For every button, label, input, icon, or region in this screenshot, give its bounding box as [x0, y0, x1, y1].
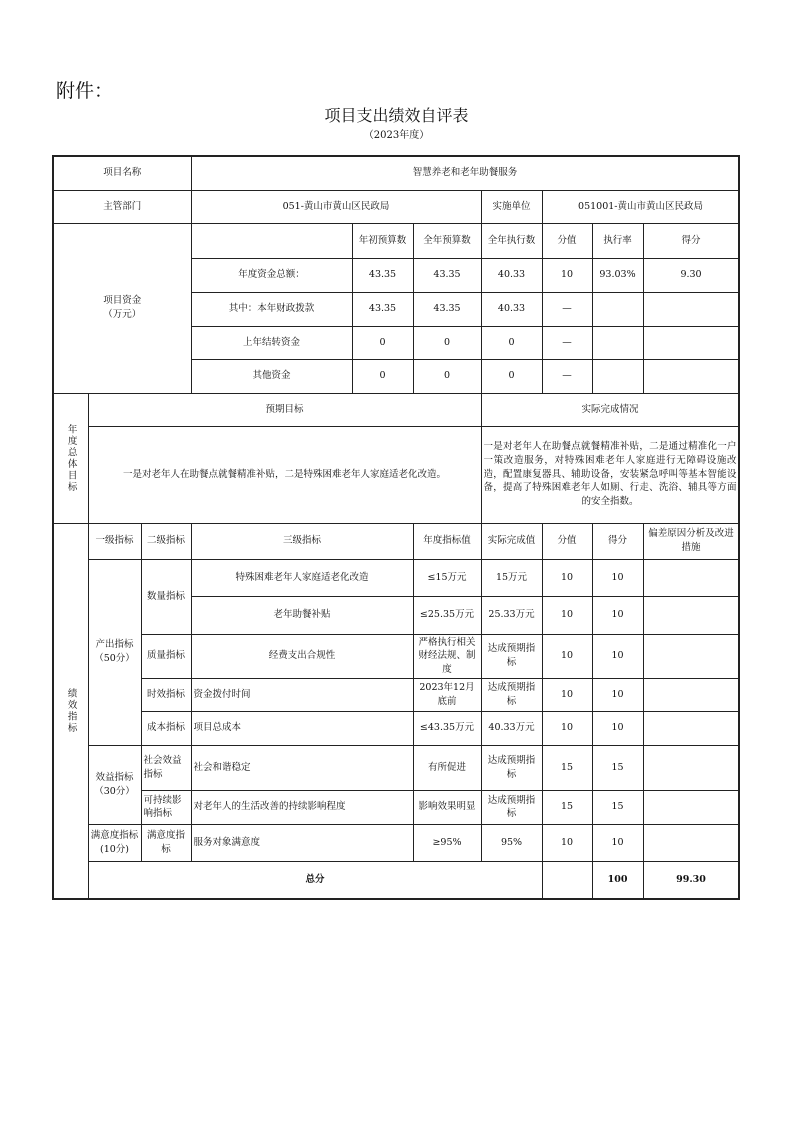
l3-cell: 资金拨付时间 — [191, 678, 413, 711]
evaluation-table — [52, 155, 740, 900]
cell: ≥95% — [413, 824, 481, 861]
header-cell: 全年执行数 — [481, 223, 542, 258]
cell: 10 — [542, 711, 592, 745]
cell: — — [542, 326, 592, 359]
cell: 0 — [481, 326, 542, 359]
cell — [643, 596, 739, 634]
project-name: 智慧养老和老年助餐服务 — [191, 156, 739, 190]
header-cell: 三级指标 — [191, 523, 413, 559]
cell: 10 — [592, 559, 643, 596]
funds-label — [53, 223, 191, 393]
cell: 25.33万元 — [481, 596, 542, 634]
cell: 10 — [542, 824, 592, 861]
cell: 10 — [592, 678, 643, 711]
l2-cell: 社会效益指标 — [141, 745, 191, 790]
cell — [643, 678, 739, 711]
cell: 10 — [542, 559, 592, 596]
l3-cell: 项目总成本 — [191, 711, 413, 745]
cell: — — [542, 359, 592, 393]
funds-label-text: 项目资金 — [103, 295, 142, 307]
l1-cell: 产出指标（50分） — [88, 559, 141, 745]
header-cell: 实际完成情况 — [481, 393, 739, 426]
cell: 2023年12月底前 — [413, 678, 481, 711]
cell: 10 — [542, 258, 592, 292]
impl-value: 051001-黄山市黄山区民政局 — [542, 190, 739, 223]
cell — [592, 292, 643, 326]
l2-cell: 时效指标 — [141, 678, 191, 711]
perf-row — [53, 790, 739, 824]
goals-header-row — [53, 393, 739, 426]
cell: 10 — [592, 824, 643, 861]
fund-name: 上年结转资金 — [191, 326, 352, 359]
cell — [643, 745, 739, 790]
header-cell: 实际完成值 — [481, 523, 542, 559]
funds-header-row — [53, 223, 739, 258]
cell: 15 — [542, 745, 592, 790]
perf-row — [53, 711, 739, 745]
perf-row — [53, 678, 739, 711]
perf-header-row — [53, 523, 739, 559]
total-got: 99.30 — [643, 861, 739, 899]
l3-cell: 社会和谐稳定 — [191, 745, 413, 790]
cell — [643, 634, 739, 678]
cell: 10 — [592, 596, 643, 634]
cell: 影响效果明显 — [413, 790, 481, 824]
l1-cell: 效益指标（30分） — [88, 745, 141, 824]
cell: 95% — [481, 824, 542, 861]
total-label: 总分 — [88, 861, 542, 899]
header-cell: 预期目标 — [88, 393, 481, 426]
cell — [643, 711, 739, 745]
page-title: 项目支出绩效自评表 — [324, 106, 469, 125]
dept-row — [53, 190, 739, 223]
cell — [592, 359, 643, 393]
l3-cell: 老年助餐补贴 — [191, 596, 413, 634]
cell: 10 — [542, 634, 592, 678]
header-cell: 分值 — [542, 223, 592, 258]
header-cell: 年初预算数 — [352, 223, 413, 258]
cell: 43.35 — [413, 292, 481, 326]
blank-cell — [191, 223, 352, 258]
cell: 93.03% — [592, 258, 643, 292]
perf-row — [53, 559, 739, 596]
cell: — — [542, 292, 592, 326]
project-name-row — [53, 156, 739, 190]
cell: 0 — [352, 326, 413, 359]
cell: 有所促进 — [413, 745, 481, 790]
cell: 0 — [413, 359, 481, 393]
header-cell: 得分 — [592, 523, 643, 559]
l3-cell: 特殊困难老年人家庭适老化改造 — [191, 559, 413, 596]
header-cell: 二级指标 — [141, 523, 191, 559]
l2-cell: 可持续影响指标 — [141, 790, 191, 824]
perf-label: 绩效指标 — [53, 523, 88, 899]
cell — [643, 790, 739, 824]
cell — [542, 861, 592, 899]
year-subtitle: （2023年度） — [363, 130, 430, 141]
cell: 严格执行相关财经法规、制度 — [413, 634, 481, 678]
cell: 40.33 — [481, 292, 542, 326]
header-cell: 分值 — [542, 523, 592, 559]
cell: 达成预期指标 — [481, 678, 542, 711]
perf-row — [53, 634, 739, 678]
cell: 40.33 — [481, 258, 542, 292]
cell — [643, 292, 739, 326]
header-cell: 年度指标值 — [413, 523, 481, 559]
cell: 0 — [481, 359, 542, 393]
cell: 9.30 — [643, 258, 739, 292]
funds-unit: （万元） — [103, 309, 142, 320]
header-cell: 一级指标 — [88, 523, 141, 559]
total-row — [53, 861, 739, 899]
cell: 达成预期指标 — [481, 745, 542, 790]
label-cell: 主管部门 — [53, 190, 191, 223]
l1-cell: 满意度指标(10分) — [88, 824, 141, 861]
fund-name: 其中：本年财政拨款 — [191, 292, 352, 326]
cell: ≤43.35万元 — [413, 711, 481, 745]
perf-row — [53, 745, 739, 790]
cell: 40.33万元 — [481, 711, 542, 745]
l2-cell: 数量指标 — [141, 559, 191, 634]
perf-row — [53, 824, 739, 861]
cell: 达成预期指标 — [481, 790, 542, 824]
goals-label: 年度总体目标 — [53, 393, 88, 523]
cell: 达成预期指标 — [481, 634, 542, 678]
cell: 10 — [542, 678, 592, 711]
cell — [643, 824, 739, 861]
cell: 15 — [542, 790, 592, 824]
cell: ≤25.35万元 — [413, 596, 481, 634]
goals-row — [53, 426, 739, 523]
l3-cell: 经费支出合规性 — [191, 634, 413, 678]
cell: 15 — [592, 790, 643, 824]
cell — [643, 359, 739, 393]
dept-value: 051-黄山市黄山区民政局 — [191, 190, 481, 223]
label-cell: 实施单位 — [481, 190, 542, 223]
cell — [592, 326, 643, 359]
cell: 0 — [352, 359, 413, 393]
l2-cell: 成本指标 — [141, 711, 191, 745]
header-cell: 偏差原因分析及改进措施 — [643, 523, 739, 559]
fund-name: 其他资金 — [191, 359, 352, 393]
l2-cell: 质量指标 — [141, 634, 191, 678]
header-cell: 得分 — [643, 223, 739, 258]
cell: 10 — [542, 596, 592, 634]
cell: 15 — [592, 745, 643, 790]
cell: 0 — [413, 326, 481, 359]
cell — [643, 559, 739, 596]
l3-cell: 服务对象满意度 — [191, 824, 413, 861]
cell: 43.35 — [352, 292, 413, 326]
cell: 43.35 — [352, 258, 413, 292]
cell — [643, 326, 739, 359]
total-score: 100 — [592, 861, 643, 899]
cell: 10 — [592, 711, 643, 745]
l2-cell: 满意度指标 — [141, 824, 191, 861]
fund-name: 年度资金总额： — [191, 258, 352, 292]
header-cell: 执行率 — [592, 223, 643, 258]
cell: 15万元 — [481, 559, 542, 596]
actual-result: 一是对老年人在助餐点就餐精准补贴，二是通过精准化一户一策改造服务，对特殊困难老年人家庭进行无障碍设施改造，配置康复器具、辅助设备，安装紧急呼叫等基本智能设备，提高了特殊困难老年人如厕、行走、洗浴、辅具等方面的安全指数。 — [481, 426, 739, 523]
header-cell: 全年预算数 — [413, 223, 481, 258]
cell: ≤15万元 — [413, 559, 481, 596]
label-cell: 项目名称 — [53, 156, 191, 190]
l3-cell: 对老年人的生活改善的持续影响程度 — [191, 790, 413, 824]
cell: 10 — [592, 634, 643, 678]
attachment-label: 附件： — [56, 80, 114, 102]
cell: 43.35 — [413, 258, 481, 292]
expected-goal: 一是对老年人在助餐点就餐精准补贴，二是特殊困难老年人家庭适老化改造。 — [88, 426, 481, 523]
